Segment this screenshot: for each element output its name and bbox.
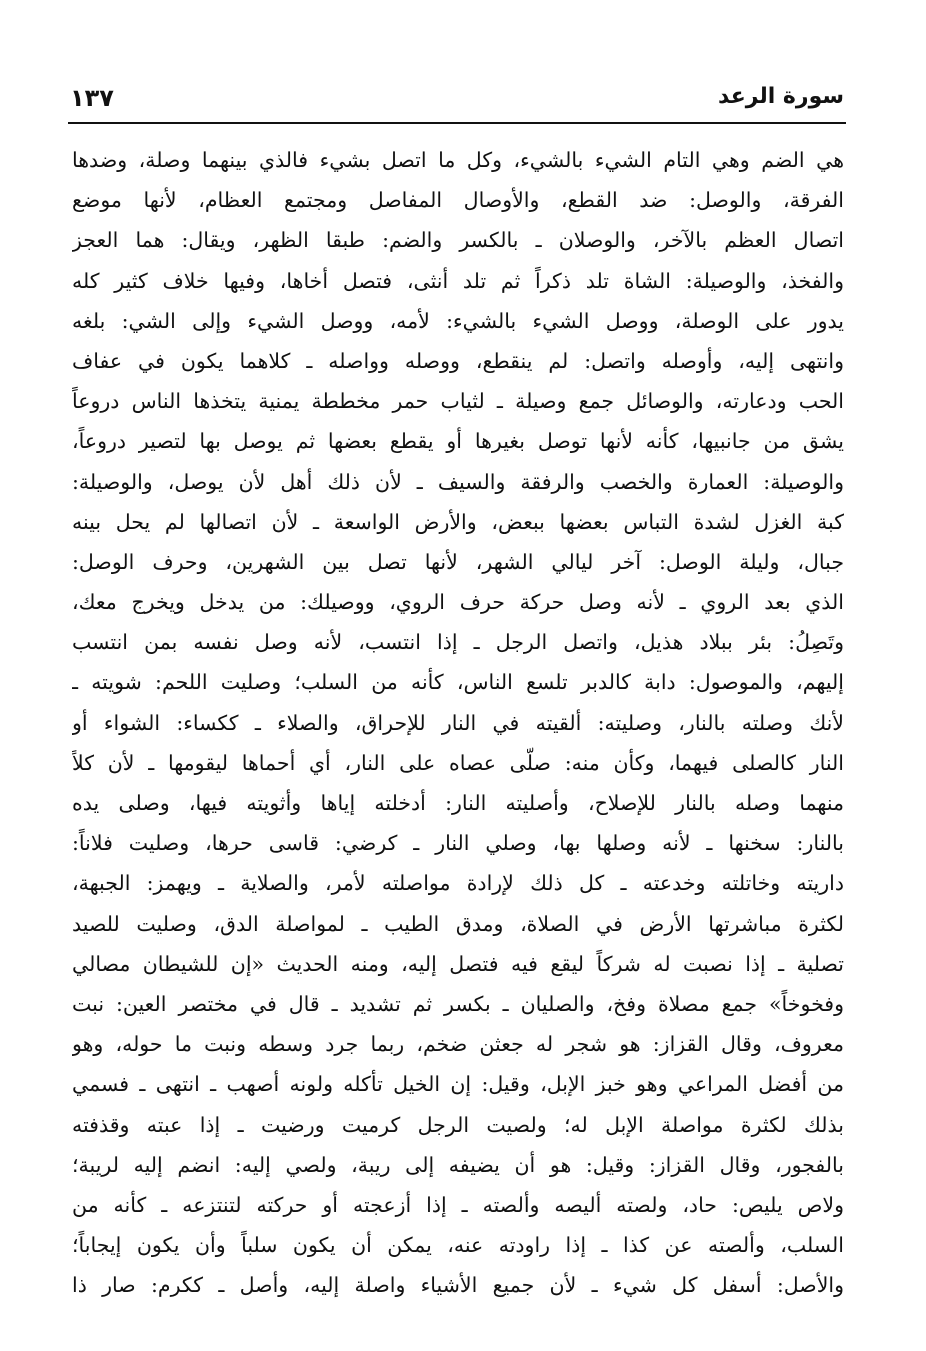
- text-line: يدور على الوصلة، ووصل الشيء بالشيء: لأمه، ووصل الشيء وإلى الشي: بلغه: [72, 308, 844, 333]
- text-line: والأصل: أسفل كل شيء ـ لأن جميع الأشياء واصلة إليه، وأصل ـ ككرم: صار ذا: [72, 1273, 844, 1298]
- text-line: هي الضم وهي التام الشيء بالشيء، وكل ما اتصل بشيء فالذي بينهما وصلة، وضدها: [72, 148, 844, 172]
- text-line: وانتهى إليه، وأوصله واتصل: لم ينقطع، ووصله وواصله ـ كلاهما يكون في عفاف: [72, 348, 844, 373]
- text-line: بالفجور، وقال القزاز: وقيل: هو أن يضيفه إلى ريبة، ولصي إليه: انضم إليه لريبة؛: [72, 1152, 844, 1177]
- text-line: داريته وخاتلته وخدعته ـ كل ذلك لإرادة مواصلته لأمر، والصلاية ـ ويهمز: الجبهة،: [72, 871, 844, 896]
- text-line: لأنك وصلته بالنار، وصليته: ألقيته في النار للإحراق، والصلاء ـ ككساء: الشواء أو: [72, 710, 844, 735]
- text-line: بذلك لكثرة مواصلة الإبل له؛ ولصيت الرجل كرميت ورضيت ـ إذا عبته وقذفته: [72, 1112, 844, 1137]
- text-line: كبة الغزل لشدة التباس بعضها ببعض، والأرض الواسعة ـ لأن اتصالها لم يحل بينه: [72, 509, 844, 534]
- text-line: منهما وصله بالنار للإصلاح، وأصليته النار: أدخلته إياها وأثويته فيها، وصلى يده: [72, 791, 844, 815]
- text-line: والفخذ، والوصيلة: الشاة تلد ذكراً ثم تلد أنثى، فتصل أخاها، وفيها خلاف كثير كله: [72, 268, 844, 293]
- text-line: وتَصِلُ: بئر ببلاد هذيل، واتصل الرجل ـ إذا انتسب، لأنه وصل نفسه بمن انتسب: [72, 630, 844, 655]
- body-text: [72, 140, 844, 1305]
- text-line: ولاص يليص: حاد، ولصته أليصه وألصته ـ إذا أزعجته أو حركته لتنتزعه ـ كأنه من: [72, 1192, 844, 1217]
- surah-title: سورة الرعد: [718, 84, 844, 109]
- text-line: السلب، وألصته عن كذا ـ إذا راودته عنه، يمكن أن يكون سلباً وأن يكون إيجاباً؛: [72, 1233, 844, 1258]
- text-line: الذي بعد الروي ـ لأنه وصل حركة حرف الروي، ووصيلك: من يدخل ويخرج معك،: [72, 590, 844, 615]
- text-line: الفرقة، والوصل: ضد القطع، والأوصال المفاصل ومجتمع العظام، لأنها موضع: [72, 188, 844, 213]
- text-line: بالنار: سخنها ـ لأنه وصلها بها، وصلي النار ـ كرضي: قاسى حرها، وصليت فلاناً:: [72, 831, 844, 856]
- text-line: تصلية ـ إذا نصبت له شركاً ليقع فيه فتصل إليه، ومنه الحديث «إن للشيطان مصالي: [72, 951, 844, 976]
- text-line: معروف، وقال القزاز: هو شجر له جعثن ضخم، ربما جرد وسطه ونبت ما حوله، وهو: [72, 1032, 844, 1057]
- text-line: وفخوخاً» جمع مصلاة وفخ، والصليان ـ بكسر ثم تشديد ـ قال في مختصر العين: نبت: [72, 991, 844, 1016]
- text-line: الحب ودعارته، والوصائل جمع وصيلة ـ لثياب حمر مخططة يمنية يتخذها الناس دروعاً: [72, 389, 844, 414]
- text-line: إليهم، والموصول: دابة كالدبر تلسع الناس، كأنه من السلب؛ وصليت اللحم: شويته ـ: [72, 670, 844, 695]
- page-header: [68, 78, 846, 124]
- text-line: والوصيلة: العمارة والخصب والرفقة والسيف ـ لأن ذلك أهل لأن يوصل، والوصيلة:: [72, 469, 844, 494]
- text-line: من أفضل المراعي وهو خبز الإبل، وقيل: إن الخيل تأكله ولونه أصهب ـ انتهى ـ فسمي: [72, 1072, 844, 1097]
- text-line: جبال، وليلة الوصل: آخر ليالي الشهر، لأنها تصل بين الشهرين، وحرف الوصل:: [72, 549, 844, 574]
- text-line: يشق من جانبيها، كأنه لأنها توصل بغيرها أو يقطع بعضها ثم يوصل بها لتصير دروعاً،: [72, 429, 844, 454]
- page-number: ١٣٧: [70, 84, 114, 112]
- text-line: اتصال العظم بالآخر، والوصلان ـ بالكسر والضم: طبقا الظهر، ويقال: هما العجز: [72, 228, 844, 253]
- text-line: النار كالصلى فيهما، وكأن منه: صلّى عصاه على النار، أي أحماها ليقومها ـ لأن كلاً: [72, 750, 844, 775]
- text-line: لكثرة مباشرتها الأرض في الصلاة، ومدق الطيب ـ لمواصلة الدق، وصليت للصيد: [72, 911, 844, 936]
